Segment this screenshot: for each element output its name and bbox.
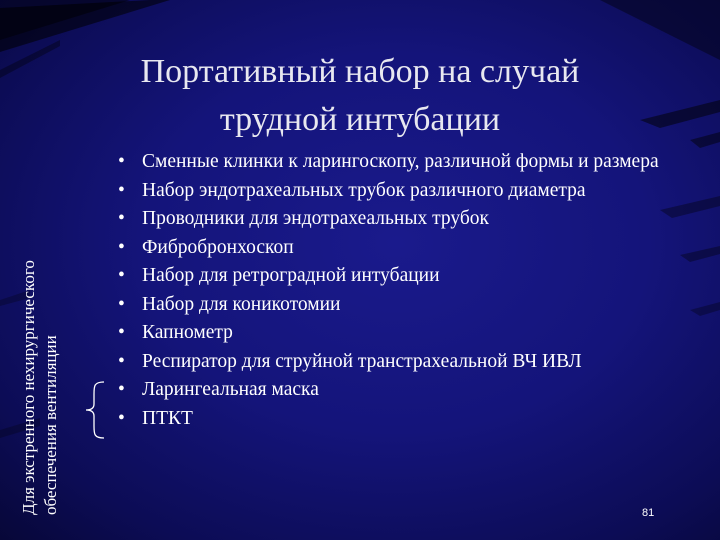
bullet-icon: •: [118, 322, 125, 343]
curly-brace-icon: [82, 380, 108, 440]
bullet-icon: •: [118, 208, 125, 229]
list-item-text: Набор для коникотомии: [142, 293, 341, 315]
list-item: [118, 321, 703, 345]
bullet-icon: •: [118, 407, 125, 429]
list-item: [118, 407, 703, 431]
side-label-line-1: Для экстренного нехирургического: [19, 260, 38, 515]
page-number: 81: [642, 507, 655, 519]
list-item-text: Набор эндотрахеальных трубок различного диаметра: [142, 179, 586, 201]
bullet-icon: •: [118, 151, 125, 172]
slide-title: [80, 48, 640, 144]
bullet-icon: •: [118, 350, 125, 372]
list-item-text: ПТКТ: [142, 407, 193, 429]
bullet-icon: •: [118, 265, 125, 286]
list-item: [118, 179, 703, 203]
list-item-text: Сменные клинки к ларингоскопу, различной формы и размера: [142, 151, 659, 172]
list-item-text: Респиратор для струйной транстрахеальной ВЧ ИВЛ: [142, 350, 582, 372]
bullet-icon: •: [118, 236, 125, 258]
side-label: [18, 135, 62, 515]
equipment-list: [118, 150, 703, 435]
bullet-icon: •: [118, 293, 125, 315]
list-item-text: Проводники для эндотрахеальных трубок: [142, 208, 489, 229]
list-item: [118, 150, 703, 174]
slide-title-line-1: Портативный набор на случай: [140, 53, 580, 90]
bullet-icon: •: [118, 179, 125, 201]
list-item: [118, 378, 703, 402]
list-item-text: Ларингеальная маска: [142, 379, 319, 400]
list-item-text: Фибробронхоскоп: [142, 236, 294, 258]
list-item: [118, 293, 703, 317]
list-item: [118, 236, 703, 260]
list-item: [118, 350, 703, 374]
side-label-line-2: обеспечения вентиляции: [41, 335, 60, 515]
list-item: [118, 207, 703, 231]
list-item: [118, 264, 703, 288]
bullet-icon: •: [118, 379, 125, 400]
slide-title-line-2: трудной интубации: [219, 101, 501, 138]
list-item-text: Набор для ретроградной интубации: [142, 265, 440, 286]
list-item-text: Капнометр: [142, 322, 233, 343]
